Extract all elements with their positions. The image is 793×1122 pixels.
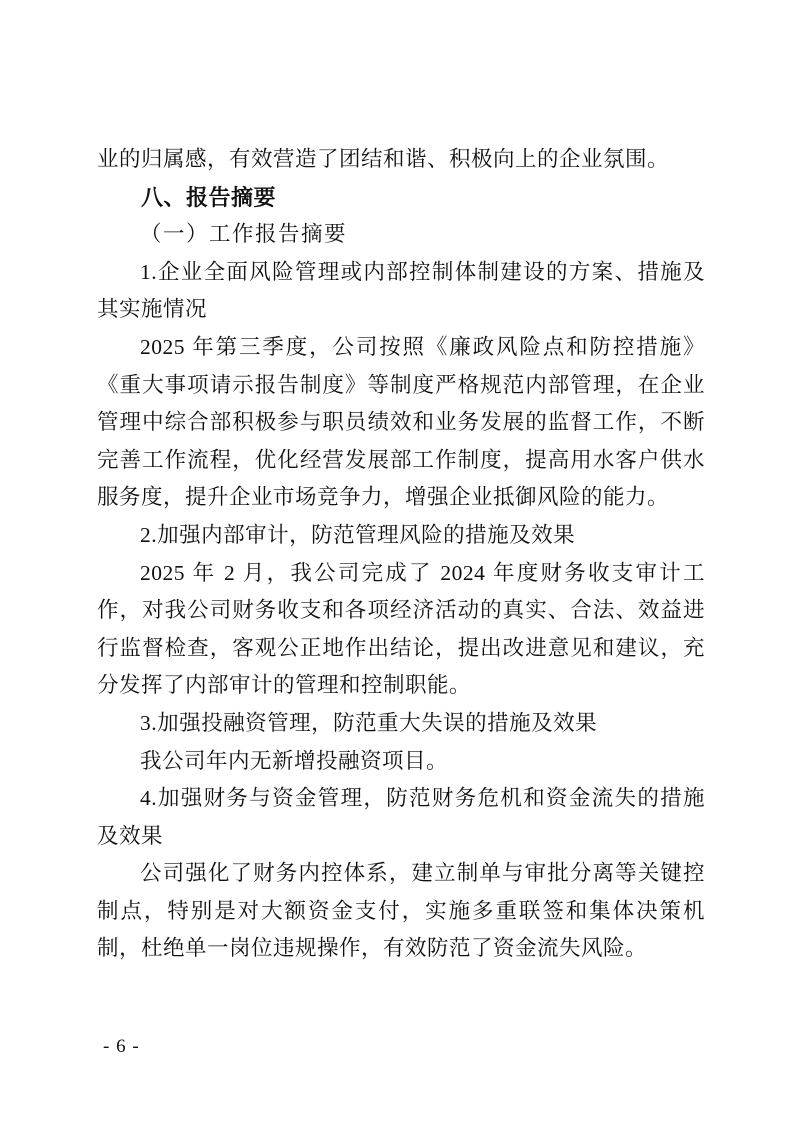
numbered-item-2: 2.加强内部审计，防范管理风险的措施及效果: [140, 522, 576, 547]
paragraph: 公司强化了财务内控体系，建立制单与审批分离等关键控制点，特别是对大额资金支付，实施多重联签和集体决策机制，杜绝单一岗位违规操作，有效防范了资金流失风险。: [97, 861, 705, 961]
page-number: - 6 -: [103, 1036, 140, 1057]
paragraph-continuation: 业的归属感，有效营造了团结和谐、积极向上的企业氛围。: [97, 147, 670, 171]
subsection-heading: （一）工作报告摘要: [140, 222, 348, 247]
paragraph: 2025 年 2 月，我公司完成了 2024 年度财务收支审计工作，对我公司财务收支和各项经济活动的真实、合法、效益进行监督检查，客观公正地作出结论，提出改进意见和建议，充分发挥了内部审计的管理和控制职能。: [97, 560, 705, 698]
paragraph: 2025 年第三季度，公司按照《廉政风险点和防控措施》《重大事项请示报告制度》等制度严格规范内部管理，在企业管理中综合部积极参与职员绩效和业务发展的监督工作，不断完善工作流程，优化经营发展部工作制度，提高用水客户供水服务度，提升企业市场竞争力，增强企业抵御风险的能力。: [97, 334, 705, 510]
numbered-item-4: 4.加强财务与资金管理，防范财务危机和资金流失的措施及效果: [97, 786, 705, 848]
section-heading: 八、报告摘要: [141, 184, 277, 210]
numbered-item-1: 1.企业全面风险管理或内部控制体制建设的方案、措施及其实施情况: [97, 259, 705, 322]
document-body: [97, 141, 705, 968]
numbered-item-3: 3.加强投融资管理，防范重大失误的措施及效果: [140, 710, 598, 735]
paragraph: 我公司年内无新增投融资项目。: [140, 748, 449, 773]
